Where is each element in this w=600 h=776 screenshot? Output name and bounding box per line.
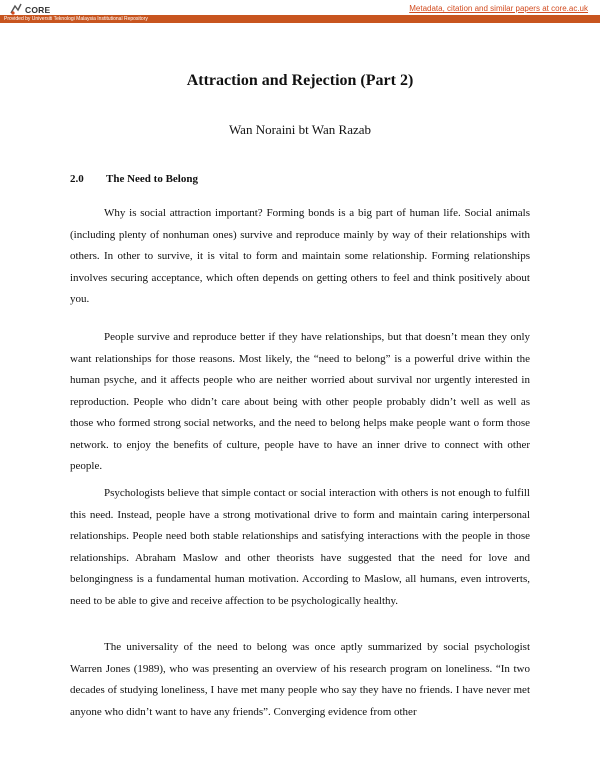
paragraph: The universality of the need to belong was once aptly summarized by social psychologist Warren Jones (1989), who was presenting an overview of his research program on loneliness. “In two decades of studying loneliness, I have met many people who say they have no friends. I have never met anyone who didn’t want to have any friends”. Converging evidence from other — [70, 641, 530, 718]
paper-author: Wan Noraini bt Wan Razab — [228, 122, 372, 137]
core-header — [0, 0, 600, 23]
paragraph: Psychologists believe that simple contact or social interaction with others is not enough to fulfill this need. Instead, people have a strong motivational drive to form and maintain caring interpersonal relationships. People need both stable relationships and satisfying interactions with the people in those relationships. Abraham Maslow and other theorists have suggested that the need for love and belongingness is a fundamental human motivation. According to Maslow, all humans, even introverts, need to be able to give and receive affection to be psychologically healthy. — [70, 487, 530, 607]
paper-title: Attraction and Rejection (Part 2) — [186, 72, 414, 89]
core-logo-icon — [9, 2, 23, 16]
paragraph: People survive and reproduce better if they have relationships, but that doesn’t mean they only want relationships for those reasons. Most likely, the “need to belong” is a powerful drive within the human psyche, and it affects people who are neither worried about survival nor urgently interested in reproduction. People who didn’t care about being with other people probably didn’t well as well as those who formed strong social networks, and the need to belong helps make people want o form those network. to enjoy the benefits of culture, people have to have an inner drive to connect with other people. — [70, 331, 530, 472]
core-logo-text: CORE — [25, 5, 51, 15]
metadata-link[interactable]: Metadata, citation and similar papers at core.ac.uk — [409, 4, 588, 13]
section-number: 2.0 — [70, 173, 84, 185]
section-title: The Need to Belong — [106, 173, 198, 185]
section-heading — [70, 173, 198, 185]
provided-by-text: Provided by Universiti Teknologi Malaysia Institutional Repository — [4, 16, 148, 22]
provided-by-bar — [0, 15, 600, 23]
paragraph: Why is social attraction important? Forming bonds is a big part of human life. Social animals (including plenty of nonhuman ones) survive and reproduce mainly by way of their relationships with others. In other to survive, it is vital to form and maintain some relationship. Forming relationships involves securing acceptance, which often depends on getting others to feel and think positively about you. — [70, 207, 530, 305]
